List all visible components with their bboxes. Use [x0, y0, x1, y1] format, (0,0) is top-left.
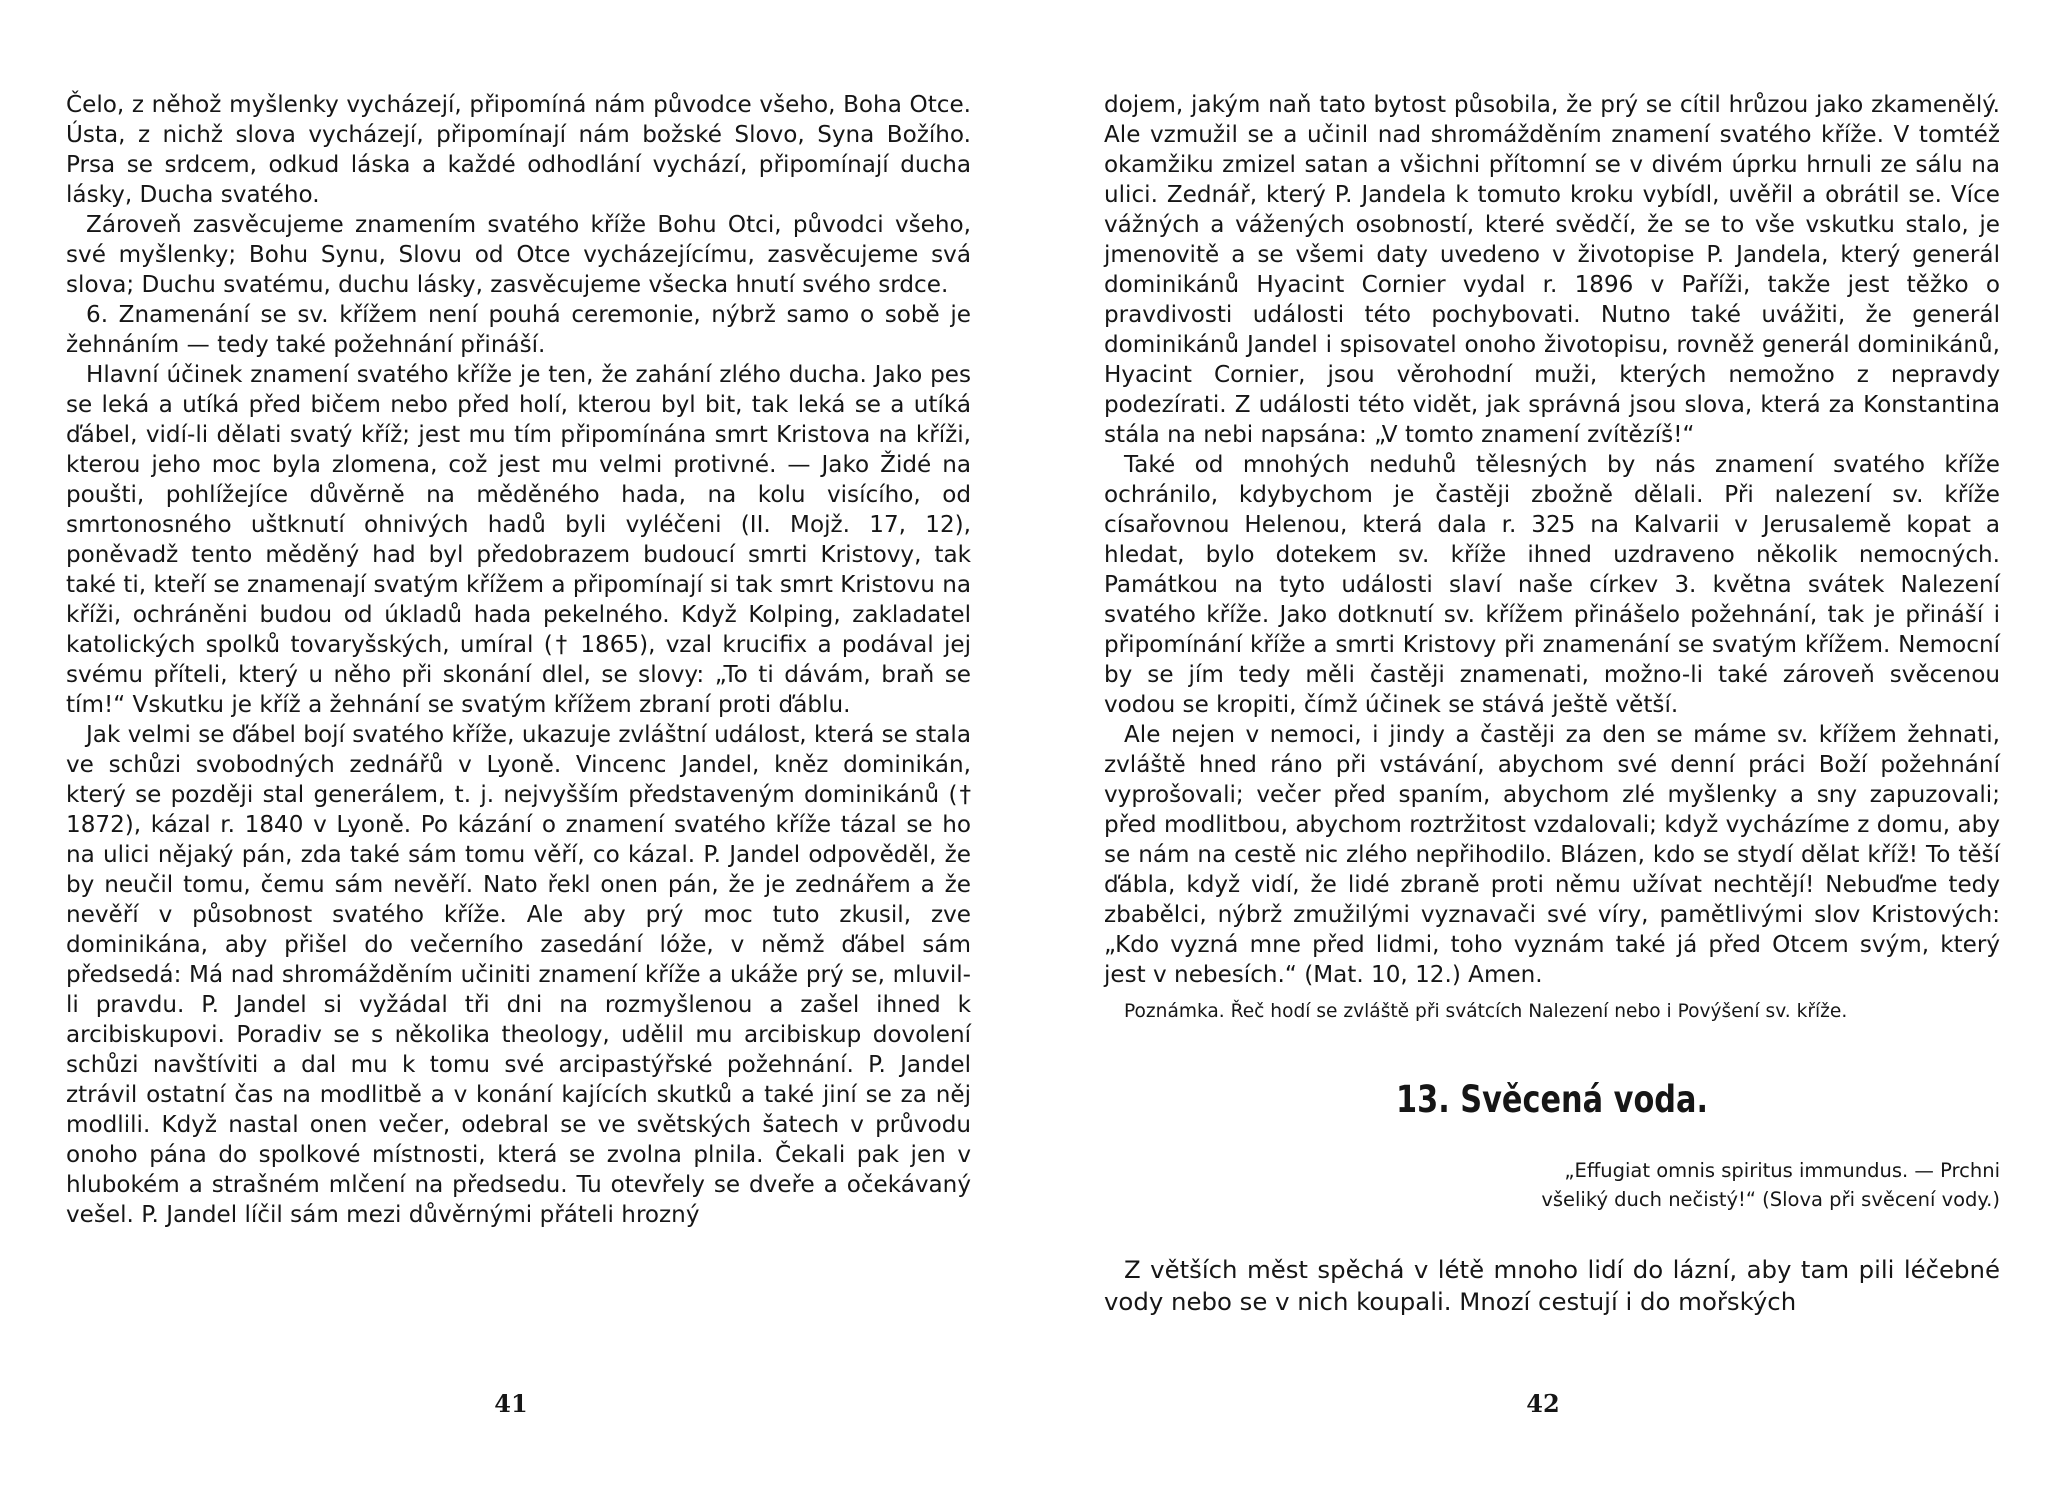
left-page: [66, 90, 971, 1230]
paragraph: Ale nejen v nemoci, i jindy a častěji za den se máme sv. křížem žehnati, zvláště hned ráno při vstávání, abychom své denní práci Boží požehnání vyprošovali; večer před spaním, abychom zlé myšlenky a sny zapuzovali; před modlitbou, abychom roztržitost vzdalovali; když vycházíme z domu, aby se nám na cestě nic zlého nepřihodilo. Blázen, kdo se stydí dělat kříž! To těší ďábla, když vidí, že lidé zbraně proti němu užívat nechtějí! Nebuďme tedy zbabělci, nýbrž zmužilými vyznavači své víry, pamětlivými slov Kristových: „Kdo vyzná mne před lidmi, toho vyznám také já před Otcem svým, který jest v nebesích.“ (Mat. 10, 12.) Amen.: [1104, 722, 2000, 988]
page-number-right: 42: [1526, 1389, 1560, 1418]
right-page: [1104, 90, 2000, 1318]
paragraph: Čelo, z něhož myšlenky vycházejí, připomíná nám původce všeho, Boha Otce. Ústa, z nichž slova vycházejí, připomínají nám božské Slovo, Syna Božího. Prsa se srdcem, odkud láska a každé odhodlání vychází, připomínají ducha lásky, Ducha svatého.: [66, 92, 971, 208]
paragraph: Také od mnohých neduhů tělesných by nás znamení svatého kříže ochránilo, kdybychom je častěji zbožně dělali. Při nalezení sv. kříže císařovnou Helenou, která dala r. 325 na Kalvarii v Jerusalemě kopat a hledat, bylo dotekem sv. kříže ihned uzdraveno několik nemocných. Památkou na tyto události slaví naše církev 3. května svátek Nalezení svatého kříže. Jako dotknutí sv. křížem přinášelo požehnání, tak je přináší i připomínání kříže a smrti Kristovy při znamenání se svatým křížem. Nemocní by se jím tedy měli častěji znamenati, možno-li také zároveň svěcenou vodou se kropiti, čímž účinek se stává ještě větší.: [1104, 452, 2000, 718]
paragraph: Jak velmi se ďábel bojí svatého kříže, ukazuje zvláštní událost, která se stala ve schůzi svobodných zednářů v Lyoně. Vincenc Jandel, kněz dominikán, který se později stal generálem, t. j. nejvyšším představeným dominikánů († 1872), kázal r. 1840 v Lyoně. Po kázání o znamení svatého kříže tázal se ho na ulici nějaký pán, zda také sám tomu věří, co kázal. P. Jandel odpověděl, že by neučil tomu, čemu sám nevěří. Nato řekl onen pán, že je zednářem a že nevěří v působnost svatého kříže. Ale aby prý moc tuto zkusil, zve dominikána, aby přišel do večerního zasedání lóže, v němž ďábel sám předsedá: Má nad shromážděním učiniti znamení kříže a ukáže prý se, mluvil-li pravdu. P. Jandel si vyžádal tři dni na rozmyšlenou a zašel ihned k arcibiskupovi. Poradiv se s několika theology, udělil mu arcibiskup dovolení schůzi navštíviti a dal mu k tomu své arcipastýřské požehnání. P. Jandel ztrávil ostatní čas na modlitbě a v konání kajících skutků a také jiní se za něj modlili. Když nastal onen večer, odebral se ve světských šatech v průvodu onoho pána do spolkové místnosti, která se zvolna plnila. Čekali pak jen v hlubokém a strašném mlčení na předsedu. Tu otevřely se dveře a očekávaný vešel. P. Jandel líčil sám mezi důvěrnými přáteli hrozný: [66, 722, 971, 1228]
note: Poznámka. Řeč hodí se zvláště při svátcích Nalezení nebo i Povýšení sv. kříže.: [1124, 1001, 1848, 1022]
epigraph-line: všeliký duch nečistý!“ (Slova při svěcení vody.): [1541, 1188, 2000, 1211]
page-number-left: 41: [494, 1389, 528, 1418]
chapter-title: 13. Svěcená voda.: [1395, 1078, 1709, 1121]
paragraph: dojem, jakým naň tato bytost působila, že prý se cítil hrůzou jako zkamenělý. Ale vzmužil se a učinil nad shromážděním znamení svatého kříže. V tomtéž okamžiku zmizel satan a všichni přítomní se v divém úprku hrnuli ze sálu na ulici. Zednář, který P. Jandela k tomuto kroku vybídl, uvěřil a obrátil se. Více vážných a vážených osobností, které svědčí, že se to vše vskutku stalo, je jmenovitě a se všemi daty uvedeno v životopise P. Jandela, který generál dominikánů Hyacint Cornier vydal r. 1896 v Paříži, takže jest těžko o pravdivosti události této pochybovati. Nutno také uvážiti, že generál dominikánů Jandel i spisovatel onoho životopisu, rovněž generál dominikánů, Hyacint Cornier, jsou věrohodní muži, kterých nemožno z nepravdy podezírati. Z události této vidět, jak správná jsou slova, která za Konstantina stála na nebi napsána: „V tomto znamení zvítězíš!“: [1104, 92, 2000, 448]
right-page-body: [1104, 90, 2000, 990]
epigraph: [1104, 1156, 2000, 1214]
paragraph: Hlavní účinek znamení svatého kříže je ten, že zahání zlého ducha. Jako pes se leká a utíká před bičem nebo před holí, kterou byl bit, tak leká se a utíká ďábel, vidí-li dělati svatý kříž; jest mu tím připomínána smrt Kristova na kříži, kterou jeho moc byla zlomena, což jest mu velmi protivné. — Jako Židé na poušti, pohlížejíce důvěrně na měděného hada, na kolu visícího, od smrtonosného uštknutí ohnivých hadů byli vyléčeni (II. Mojž. 17, 12), poněvadž tento měděný had byl předobrazem budoucí smrti Kristovy, tak také ti, kteří se znamenají svatým křížem a připomínají si tak smrt Kristovu na kříži, ochráněni budou od úkladů hada pekelného. Když Kolping, zakladatel katolických spolků tovaryšských, umíral († 1865), vzal krucifix a podával jej svému příteli, který u něho při skonání dlel, se slovy: „To ti dávám, braň se tím!“ Vskutku je kříž a žehnání se svatým křížem zbraní proti ďáblu.: [66, 362, 971, 718]
paragraph: 6. Znamenání se sv. křížem není pouhá ceremonie, nýbrž samo o sobě je žehnáním — tedy také požehnání přináší.: [66, 302, 971, 358]
paragraph: Zároveň zasvěcujeme znamením svatého kříže Bohu Otci, původci všeho, své myšlenky; Bohu Synu, Slovu od Otce vycházejícímu, zasvěcujeme svá slova; Duchu svatému, duchu lásky, zasvěcujeme všecka hnutí svého srdce.: [66, 212, 971, 298]
epigraph-line: „Effugiat omnis spiritus immundus. — Prchni: [1564, 1159, 2000, 1182]
paragraph: Z větších měst spěchá v létě mnoho lidí do lázní, aby tam pili léčebné vody nebo se v nich koupali. Mnozí cestují i do mořských: [1104, 1255, 2000, 1316]
chapter-opening: [1104, 1254, 2000, 1318]
